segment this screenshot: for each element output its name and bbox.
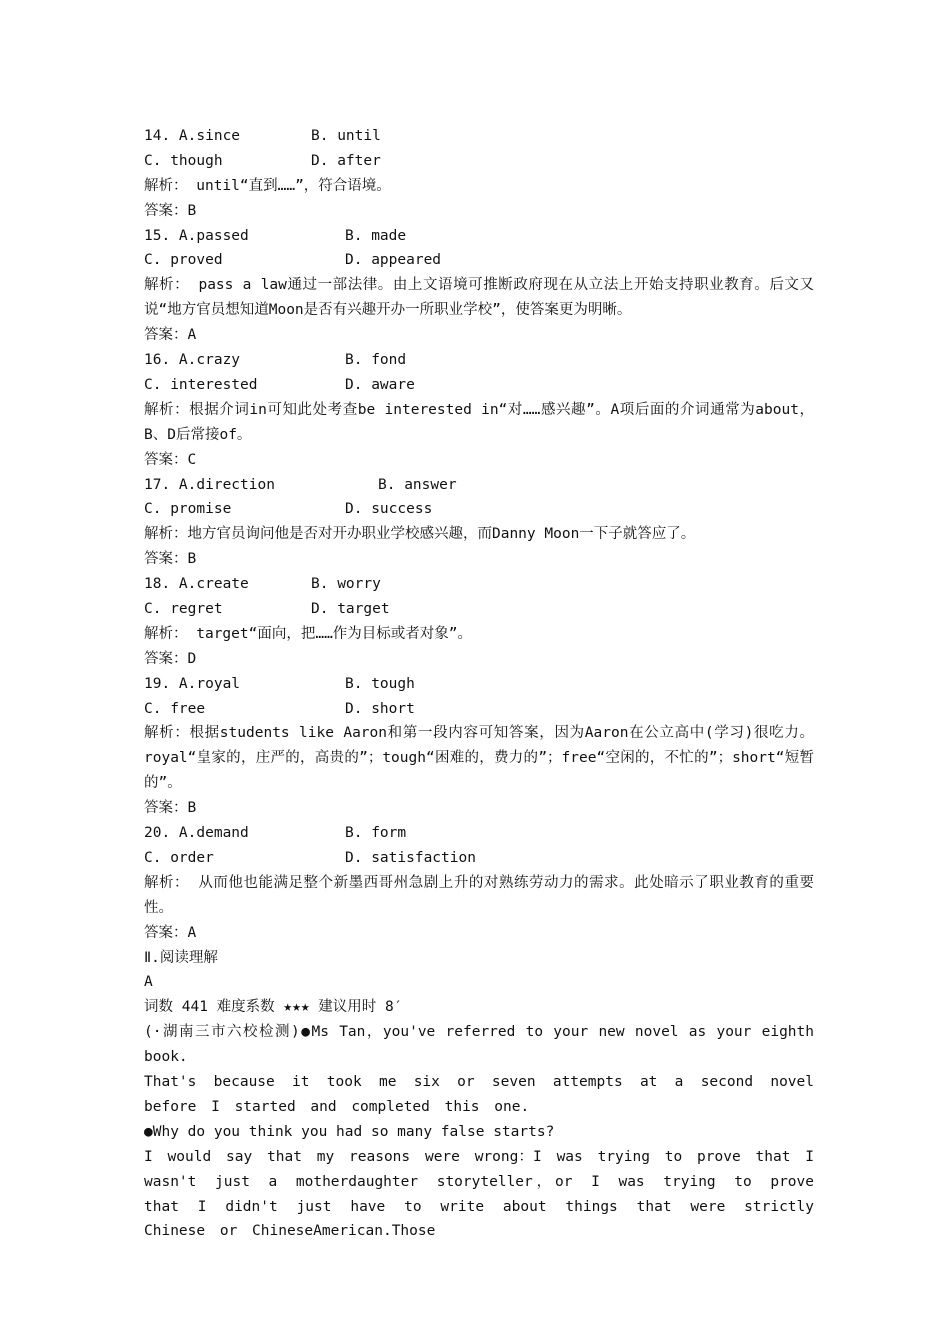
option-a: 16. A.crazy: [144, 352, 241, 369]
option-a: 14. A.since: [144, 128, 241, 144]
option-b: B. form: [345, 825, 407, 842]
question-15-options-row-1: [144, 224, 814, 249]
question-14-answer: 答案：B: [144, 202, 197, 219]
option-a: 20. A.demand: [144, 825, 249, 842]
question-18-analysis: 解析： target“面向，把……作为目标或者对象”。: [144, 625, 473, 642]
option-d: D. success: [345, 501, 433, 518]
option-b: B. made: [345, 227, 407, 244]
section-heading: Ⅱ.阅读理解: [144, 949, 218, 966]
option-c: C. though: [144, 152, 223, 169]
question-20-analysis: 解析： 从而他也能满足整个新墨西哥州急剧上升的对熟练劳动力的需求。此处暗示了职业教育的重要性。: [144, 874, 814, 916]
option-d: D. target: [311, 600, 390, 617]
option-a: 18. A.create: [144, 576, 249, 593]
option-d: D. aware: [345, 376, 415, 393]
passage-label: A: [144, 974, 153, 991]
option-a: 17. A.direction: [144, 476, 275, 493]
passage-answer-2: I would say that my reasons were wrong：I was trying to prove that I wasn't just a motherdaughter storyteller，or I was trying to prove that I didn't just have to write about things that were strictly Chinese or ChineseAmerican.Those: [144, 1148, 814, 1240]
question-20-options-row-2: [144, 846, 814, 871]
question-19-analysis: 解析：根据students like Aaron和第一段内容可知答案，因为Aaron在公立高中(学习)很吃力。royal“皇家的，庄严的，高贵的”；tough“困难的，费力的”；free“空闲的，不忙的”；short“短暂的”。: [144, 725, 814, 792]
passage-info: 词数 441 难度系数 ★★★ 建议用时 8′: [144, 999, 403, 1016]
question-16-analysis: 解析：根据介词in可知此处考查be interested in“对……感兴趣”。A项后面的介词通常为about，B、D后常接of。: [144, 401, 814, 443]
question-20-answer: 答案：A: [144, 924, 197, 941]
option-c: C. interested: [144, 376, 258, 393]
question-17-options-row-2: [144, 497, 814, 522]
question-14-analysis: 解析： until“直到……”，符合语境。: [144, 177, 391, 194]
question-17-answer: 答案：B: [144, 551, 197, 568]
question-16-options-row-1: [144, 348, 814, 373]
question-16-answer: 答案：C: [144, 451, 197, 468]
option-b: B. worry: [311, 576, 381, 593]
option-d: D. after: [311, 152, 381, 169]
option-d: D. appeared: [345, 252, 442, 269]
question-19-options-row-2: [144, 697, 814, 722]
option-b: B. answer: [378, 476, 457, 493]
question-17-analysis: 解析：地方官员询问他是否对开办职业学校感兴趣，而Danny Moon一下子就答应了。: [144, 526, 696, 543]
question-18-answer: 答案：D: [144, 650, 197, 667]
option-c: C. free: [144, 700, 206, 717]
question-20-options-row-1: [144, 821, 814, 846]
option-c: C. order: [144, 849, 214, 866]
question-19-answer: 答案：B: [144, 800, 197, 817]
question-18-options-row-2: [144, 597, 814, 622]
option-d: D. short: [345, 700, 415, 717]
question-15-answer: 答案：A: [144, 327, 197, 344]
document-page: [144, 124, 814, 1244]
option-b: B. fond: [345, 352, 407, 369]
passage-answer-1: That's because it took me six or seven attempts at a second novel before I started and completed this one.: [144, 1074, 814, 1115]
passage-question-2: ●Why do you think you had so many false starts?: [144, 1123, 555, 1140]
option-c: C. promise: [144, 501, 232, 518]
question-15-analysis: 解析： pass a law通过一部法律。由上文语境可推断政府现在从立法上开始支持职业教育。后文又说“地方官员想知道Moon是否有兴趣开办一所职业学校”，使答案更为明晰。: [144, 277, 814, 319]
question-18-options-row-1: [144, 572, 814, 597]
option-b: B. until: [311, 128, 381, 144]
option-d: D. satisfaction: [345, 849, 476, 866]
option-a: 19. A.royal: [144, 675, 241, 692]
option-c: C. proved: [144, 252, 223, 269]
option-c: C. regret: [144, 600, 223, 617]
option-b: B. tough: [345, 675, 415, 692]
question-14-options-row-2: [144, 149, 814, 174]
passage-source-and-first-question: (·湖南三市六校检测)●Ms Tan，you've referred to your new novel as your eighth book.: [144, 1024, 814, 1066]
option-a: 15. A.passed: [144, 227, 249, 244]
question-19-options-row-1: [144, 672, 814, 697]
question-14-options-row-1: [144, 124, 814, 149]
question-17-options-row-1: [144, 473, 814, 498]
question-15-options-row-2: [144, 248, 814, 273]
question-16-options-row-2: [144, 373, 814, 398]
